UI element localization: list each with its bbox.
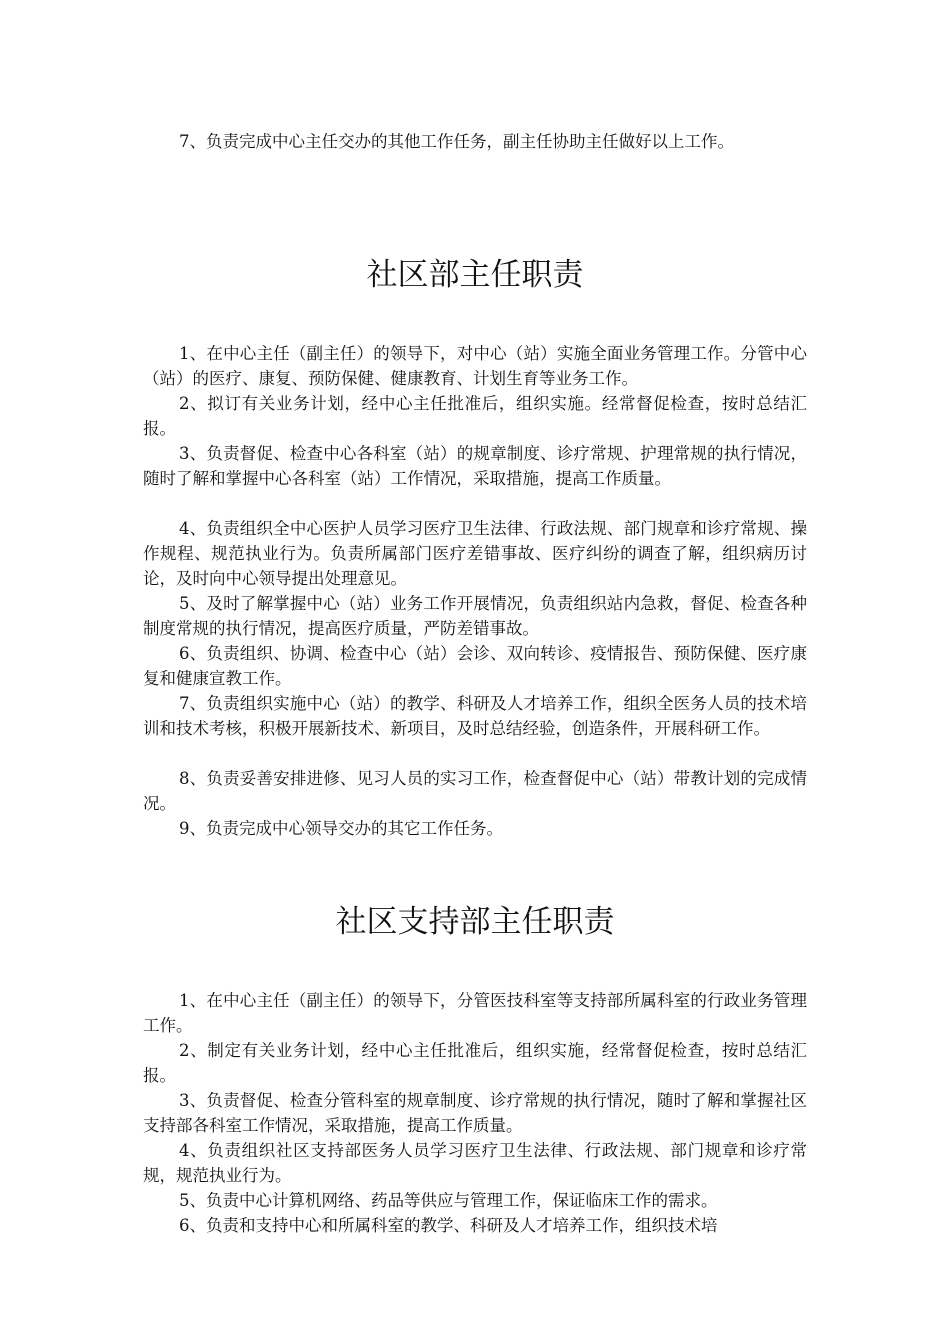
section2-item-5: 5、负责中心计算机网络、药品等供应与管理工作，保证临床工作的需求。 xyxy=(179,1190,718,1210)
section2-item-6: 6、负责和支持中心和所属科室的教学、科研及人才培养工作，组织技术培 xyxy=(179,1215,718,1235)
section1-item-3: 3、负责督促、检查中心各科室（站）的规章制度、诊疗常规、护理常规的执行情况，随时了解和掌握中心各科室（站）工作情况，采取措施，提高工作质量。 xyxy=(143,443,807,488)
section1-item-6: 6、负责组织、协调、检查中心（站）会诊、双向转诊、疫情报告、预防保健、医疗康复和健康宣教工作。 xyxy=(143,643,807,688)
intro-item-7: 7、负责完成中心主任交办的其他工作任务，副主任协助主任做好以上工作。 xyxy=(179,131,734,151)
section1-title: 社区部主任职责 xyxy=(366,257,584,293)
section1-item-7: 7、负责组织实施中心（站）的教学、科研及人才培养工作，组织全医务人员的技术培训和技术考核，积极开展新技术、新项目，及时总结经验，创造条件，开展科研工作。 xyxy=(143,693,807,738)
section1-item-8: 8、负责妥善安排进修、见习人员的实习工作，检查督促中心（站）带教计划的完成情况。 xyxy=(143,768,807,813)
section2-item-3: 3、负责督促、检查分管科室的规章制度、诊疗常规的执行情况，随时了解和掌握社区支持部各科室工作情况，采取措施，提高工作质量。 xyxy=(143,1090,807,1135)
section2-item-1: 1、在中心主任（副主任）的领导下，分管医技科室等支持部所属科室的行政业务管理工作。 xyxy=(143,990,807,1035)
section1-item-2: 2、拟订有关业务计划，经中心主任批准后，组织实施。经常督促检查，按时总结汇报。 xyxy=(143,393,807,438)
section2-title: 社区支持部主任职责 xyxy=(335,904,615,940)
section2-item-4: 4、负责组织社区支持部医务人员学习医疗卫生法律、行政法规、部门规章和诊疗常规，规范执业行为。 xyxy=(143,1140,807,1185)
section1-item-1: 1、在中心主任（副主任）的领导下，对中心（站）实施全面业务管理工作。分管中心（站）的医疗、康复、预防保健、健康教育、计划生育等业务工作。 xyxy=(143,343,807,388)
section1-item-4: 4、负责组织全中心医护人员学习医疗卫生法律、行政法规、部门规章和诊疗常规、操作规程、规范执业行为。负责所属部门医疗差错事故、医疗纠纷的调查了解，组织病历讨论，及时向中心领导提出处理意见。 xyxy=(143,518,807,588)
section1-item-5: 5、及时了解掌握中心（站）业务工作开展情况，负责组织站内急救，督促、检查各种制度常规的执行情况，提高医疗质量，严防差错事故。 xyxy=(143,593,807,638)
section2-item-2: 2、制定有关业务计划，经中心主任批准后，组织实施，经常督促检查，按时总结汇报。 xyxy=(143,1040,807,1085)
section1-item-9: 9、负责完成中心领导交办的其它工作任务。 xyxy=(179,818,503,838)
